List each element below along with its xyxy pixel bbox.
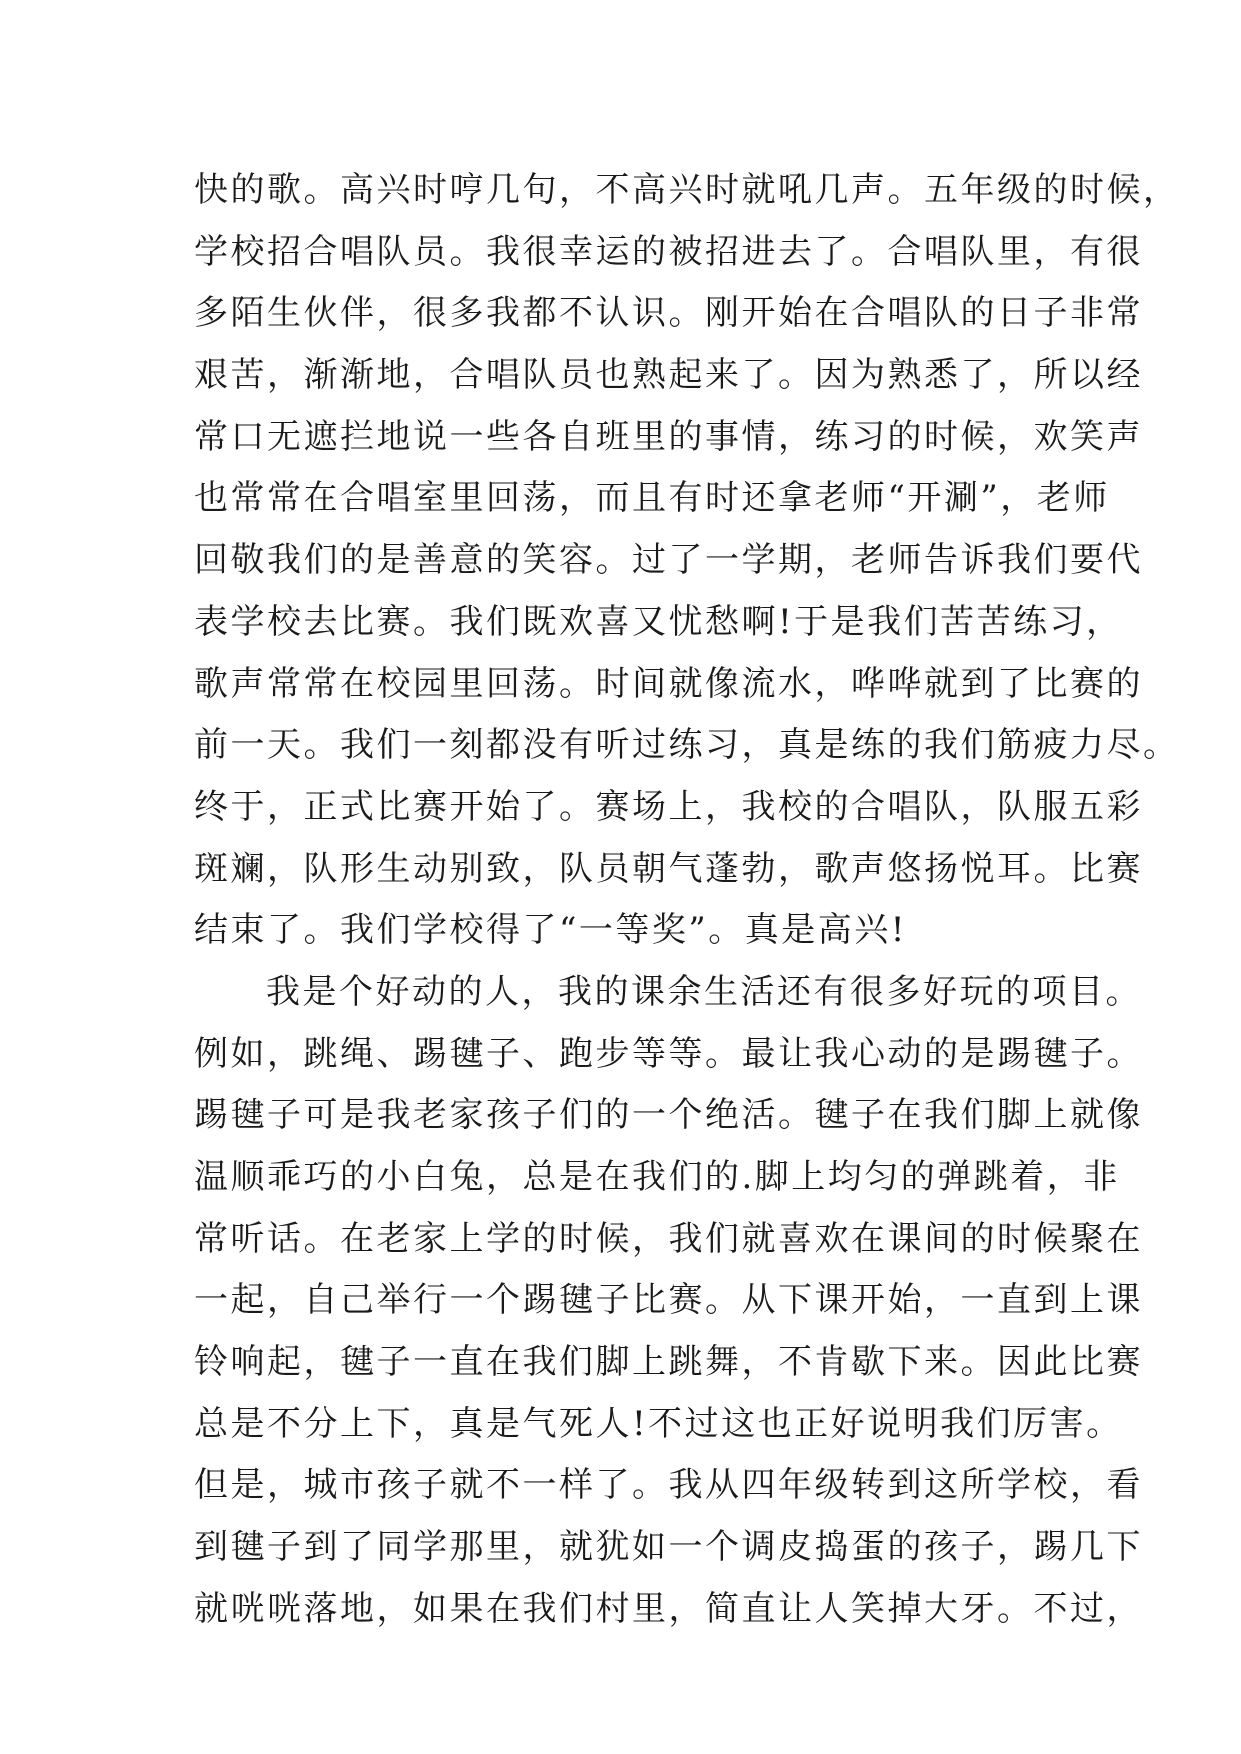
text-line: 一起，自己举行一个踢毽子比赛。从下课开始，一直到上课 [194,1280,1143,1321]
body-text [194,160,1180,1641]
text-line: 学校招合唱队员。我很幸运的被招进去了。合唱队里，有很 [194,231,1143,272]
text-line: 到毽子到了同学那里，就犹如一个调皮捣蛋的孩子，踢几下 [194,1527,1143,1568]
text-line: 回敬我们的是善意的笑容。过了一学期，老师告诉我们要代 [194,540,1143,581]
text-line: 歌声常常在校园里回荡。时间就像流水，哗哗就到了比赛的 [194,663,1143,704]
text-line: 总是不分上下，真是气死人!不过这也正好说明我们厉害。 [194,1403,1123,1444]
text-line: 表学校去比赛。我们既欢喜又忧愁啊!于是我们苦苦练习， [194,601,1123,642]
text-line: 铃响起，毽子一直在我们脚上跳舞，不肯歇下来。因此比赛 [194,1342,1143,1383]
text-line: 艰苦，渐渐地，合唱队员也熟起来了。因为熟悉了，所以经 [194,355,1143,396]
text-line: 但是，城市孩子就不一样了。我从四年级转到这所学校，看 [194,1465,1143,1506]
text-line: 多陌生伙伴，很多我都不认识。刚开始在合唱队的日子非常 [194,293,1143,334]
text-line: 例如，跳绳、踢毽子、跑步等等。最让我心动的是踢毽子。 [194,1033,1143,1074]
paragraph-start-line: 我是个好动的人，我的课余生活还有很多好玩的项目。 [266,971,1142,1012]
text-line: 也常常在合唱室里回荡，而且有时还拿老师“开涮”，老师 [194,478,1110,519]
text-line: 结束了。我们学校得了“一等奖”。真是高兴! [194,910,907,951]
text-line: 就咣咣落地，如果在我们村里，简直让人笑掉大牙。不过， [194,1588,1143,1629]
text-line: 温顺乖巧的小白兔，总是在我们的.脚上均匀的弹跳着，非 [194,1157,1120,1197]
text-line: 常口无遮拦地说一些各自班里的事情，练习的时候，欢笑声 [194,416,1143,457]
text-line: 踢毽子可是我老家孩子们的一个绝活。毽子在我们脚上就像 [194,1095,1143,1136]
text-line: 前一天。我们一刻都没有听过练习，真是练的我们筋疲力尽。 [194,725,1180,766]
text-line: 常听话。在老家上学的时候，我们就喜欢在课间的时候聚在 [194,1218,1143,1259]
text-line: 快的歌。高兴时哼几句，不高兴时就吼几声。五年级的时候， [194,170,1180,210]
text-line: 终于，正式比赛开始了。赛场上，我校的合唱队，队服五彩 [194,786,1143,827]
text-line: 斑斓，队形生动别致，队员朝气蓬勃，歌声悠扬悦耳。比赛 [194,848,1143,889]
